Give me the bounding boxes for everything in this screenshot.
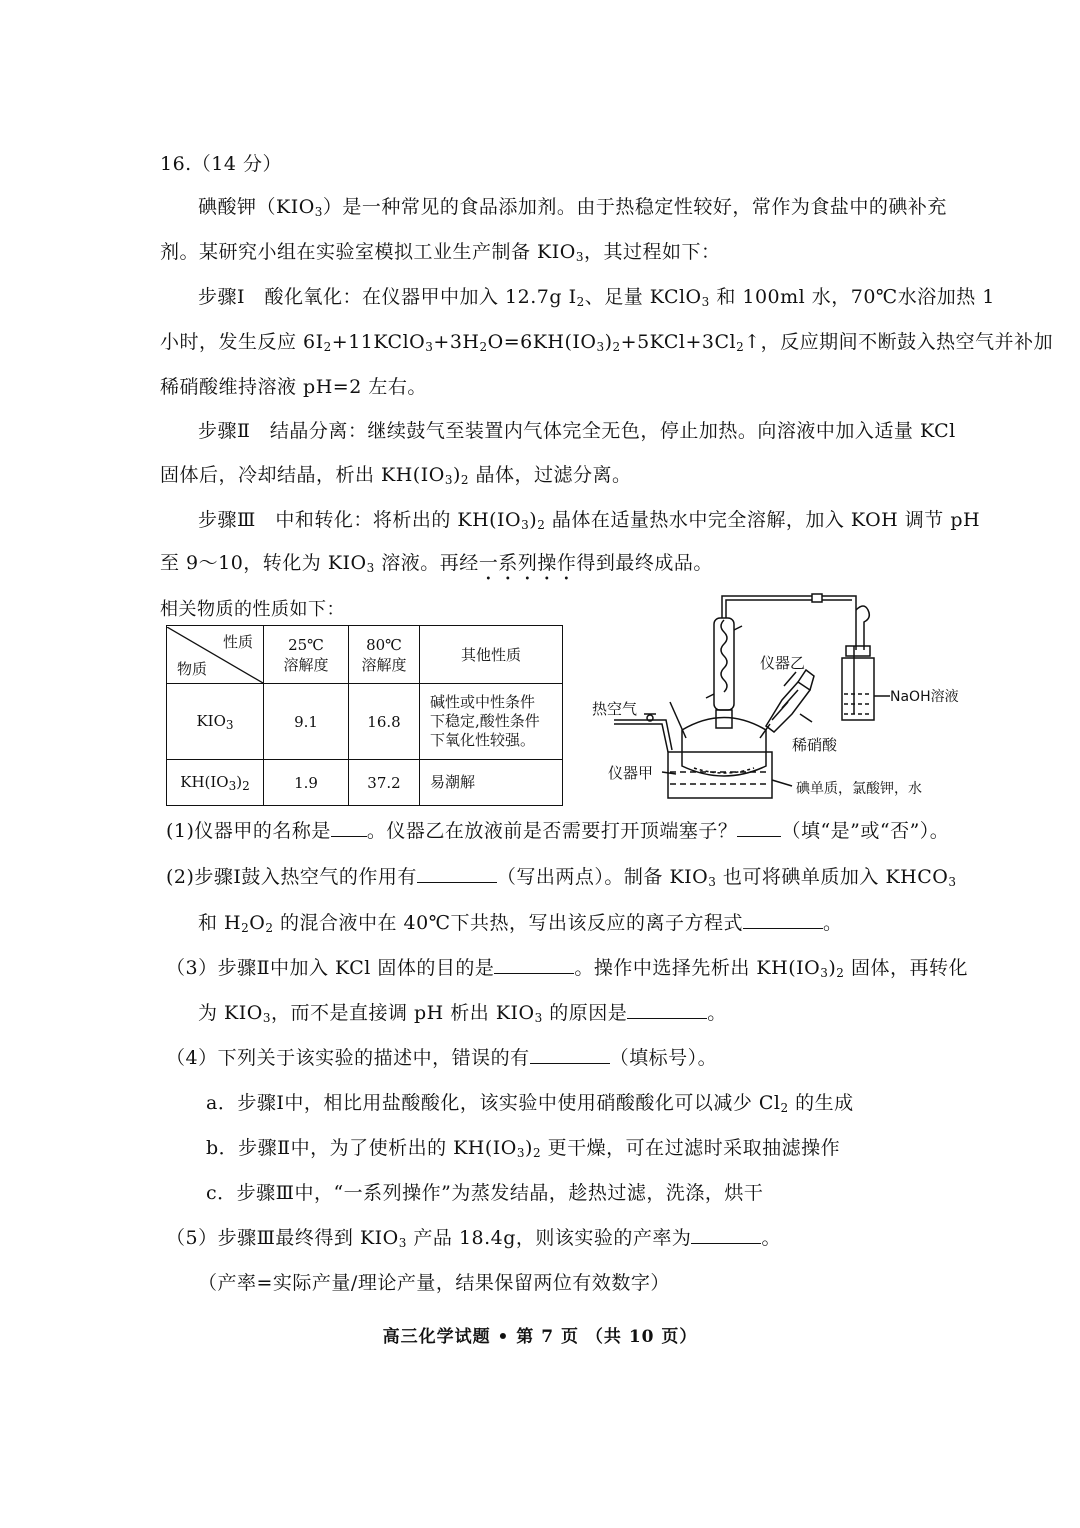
- answer-blank[interactable]: [530, 1045, 610, 1064]
- step3-line-2: 至 9～10，转化为 $KIO_3$ 溶液。再经一系列操作得到最终成品。: [160, 552, 713, 575]
- table-caption: 相关物质的性质如下：: [160, 599, 345, 620]
- label-nitric-acid: 稀硝酸: [792, 736, 838, 754]
- subq-4: （4）下列关于该实验的描述中，错误的有 （填标号）。: [166, 1047, 718, 1069]
- subq-2-line-2: 和 $H_2O_2$ 的混合液中在 40℃下共热，写出该反应的离子方程式 。: [198, 912, 843, 935]
- label-instrument-b: 仪器乙: [760, 654, 806, 672]
- table-row: [167, 760, 563, 806]
- question-number: 16.（14 分）: [160, 153, 282, 175]
- cell-khio3-other: 易潮解: [420, 760, 563, 806]
- answer-blank[interactable]: [737, 818, 781, 837]
- intro-line-2: 剂。某研究小组在实验室模拟工业生产制备 $KIO_3$，其过程如下：: [160, 241, 721, 264]
- step2-line-2: 固体后，冷却结晶，析出 $KH(IO_3)_2$ 晶体，过滤分离。: [160, 464, 632, 487]
- subq-1: (1)仪器甲的名称是 。仪器乙在放液前是否需要打开顶端塞子？ （填“是”或“否”）。: [166, 820, 950, 842]
- subq-5: （5）步骤Ⅲ最终得到 $KIO_3$ 产品 18.4g，则该实验的产率为 。: [166, 1227, 781, 1250]
- subq-3-line-1: （3）步骤Ⅱ中加入 KCl 固体的目的是 。操作中选择先析出 $KH(IO_3)_2$ 固体，再转化: [166, 957, 968, 980]
- answer-blank[interactable]: [691, 1225, 761, 1244]
- step1-line-1: 步骤Ⅰ 酸化氧化：在仪器甲中加入 12.7g $I_2$、足量 KClO$_3$ 和 100ml 水，70℃水浴加热 1: [198, 286, 995, 309]
- step2-line-1: 步骤Ⅱ 结晶分离：继续鼓气至装置内气体完全无色，停止加热。向溶液中加入适量 KCl: [198, 420, 956, 442]
- cell-khio3-25c: 1.9: [264, 760, 349, 806]
- cell-khio3-80c: 37.2: [349, 760, 420, 806]
- answer-blank[interactable]: [494, 955, 574, 974]
- label-reagents: 碘单质，氯酸钾，水: [796, 781, 922, 797]
- substance-khio3: $KH(IO_3)_2$: [167, 760, 264, 806]
- option-b: b．步骤Ⅱ中，为了使析出的 $KH(IO_3)_2$ 更干燥，可在过滤时采取抽滤操作: [206, 1137, 841, 1160]
- cell-kio3-other: 碱性或中性条件 下稳定,酸性条件 下氧化性较强。: [420, 684, 563, 760]
- substance-kio3: $KIO_3$: [167, 684, 264, 760]
- subq-3-line-2: 为 $KIO_3$，而不是直接调 pH 析出 $KIO_3$ 的原因是 。: [198, 1002, 727, 1025]
- answer-blank[interactable]: [417, 864, 497, 883]
- subq-5-note: （产率=实际产量/理论产量，结果保留两位有效数字）: [198, 1272, 670, 1294]
- header-property: 性质: [222, 632, 253, 651]
- answer-blank[interactable]: [743, 910, 823, 929]
- label-hot-air: 热空气: [592, 700, 638, 718]
- subq-2-line-1: (2)步骤Ⅰ鼓入热空气的作用有 （写出两点）。制备 $KIO_3$ 也可将碘单质加入 $KHCO_3$: [166, 866, 957, 889]
- cell-kio3-25c: 9.1: [264, 684, 349, 760]
- step1-line-3: 稀硝酸维持溶液 pH=2 左右。: [160, 376, 427, 398]
- answer-blank[interactable]: [331, 818, 367, 837]
- header-25c: 25℃ 溶解度: [264, 626, 349, 684]
- header-other: 其他性质: [420, 626, 563, 684]
- option-a: a．步骤Ⅰ中，相比用盐酸酸化，该实验中使用硝酸酸化可以减少 $Cl_2$ 的生成: [206, 1092, 854, 1115]
- cell-kio3-80c: 16.8: [349, 684, 420, 760]
- answer-blank[interactable]: [627, 1000, 707, 1019]
- intro-line-1: 碘酸钾$(KIO_3)$是一种常见的食品添加剂。由于热稳定性较好，常作为食盐中的碘补充: [198, 196, 947, 219]
- header-substance: 物质: [177, 659, 208, 678]
- table-row: [167, 684, 563, 760]
- page-footer: 高三化学试题 • 第 7 页 （共 10 页）: [382, 1327, 698, 1347]
- label-instrument-a: 仪器甲: [608, 764, 654, 782]
- step1-line-2: 小时，发生反应 $6I_2+11KClO_3+3H_2O=6KH(IO_3)_2+5KCl+3Cl_2↑$，反应期间不断鼓入热空气并补加: [160, 331, 1054, 354]
- label-naoh: NaOH溶液: [890, 689, 959, 705]
- properties-table: [166, 625, 563, 806]
- header-80c: 80℃ 溶解度: [349, 626, 420, 684]
- step3-line-1: 步骤Ⅲ 中和转化：将析出的 $KH(IO_3)_2$ 晶体在适量热水中完全溶解，加入 KOH 调节 pH: [198, 509, 981, 532]
- option-c: c．步骤Ⅲ中，“一系列操作”为蒸发结晶，趁热过滤，洗涤，烘干: [206, 1182, 764, 1204]
